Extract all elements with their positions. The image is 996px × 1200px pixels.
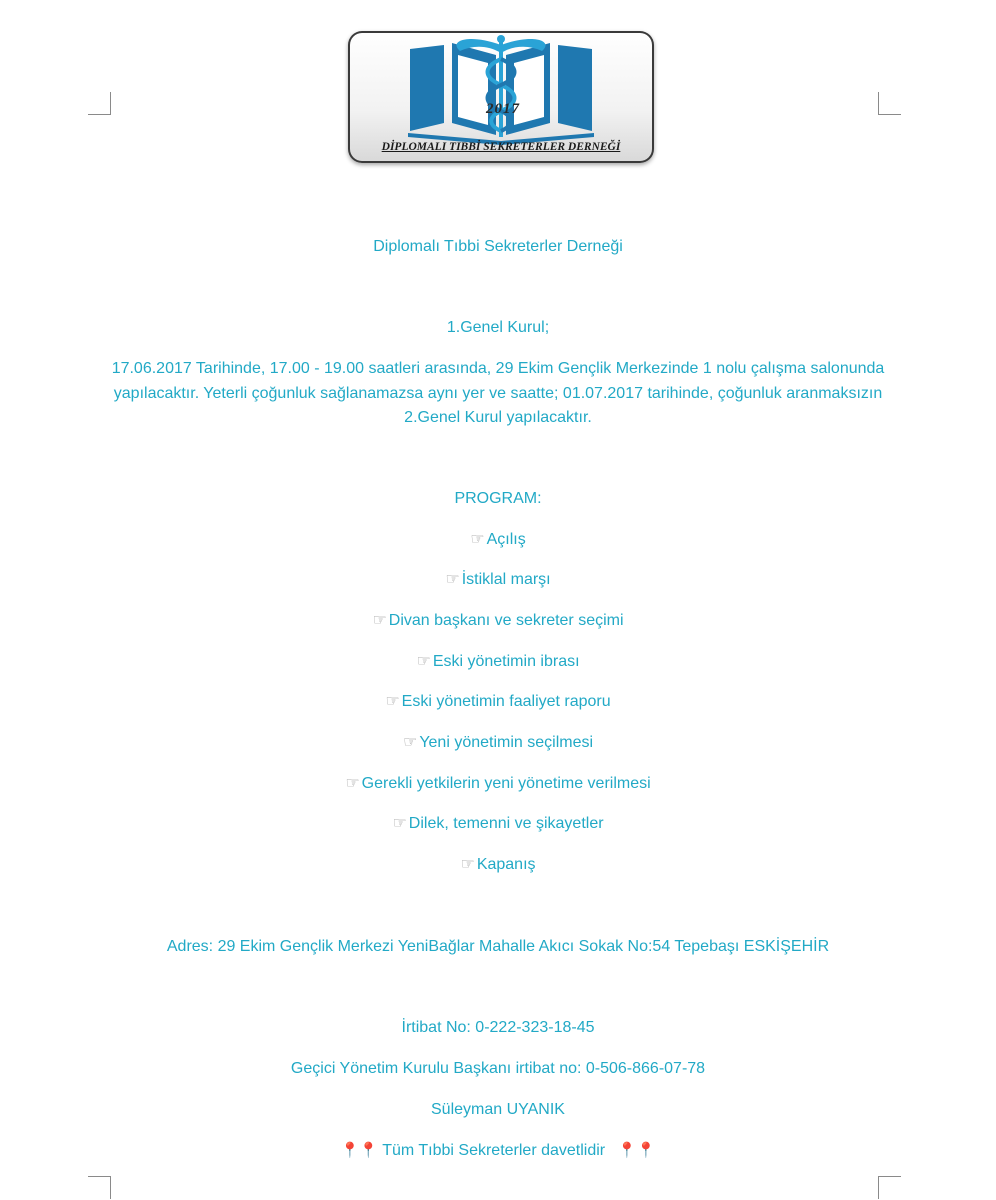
program-item-label: Gerekli yetkilerin yeni yönetime verilmesi — [361, 775, 651, 792]
program-heading: PROGRAM: — [454, 490, 542, 507]
program-item-label: Kapanış — [476, 856, 536, 873]
invitation-text: Tüm Tıbbi Sekreterler davetlidir — [382, 1142, 606, 1159]
pointing-hand-icon: ☞ — [416, 653, 431, 670]
program-item — [0, 812, 996, 836]
crop-mark-bottom-right — [878, 1176, 901, 1199]
crop-mark-top-left — [88, 92, 111, 115]
program-item-label: İstiklal marşı — [461, 571, 551, 588]
program-item — [0, 568, 996, 592]
meeting-title: 1.Genel Kurul; — [446, 319, 550, 336]
crop-mark-bottom-left — [88, 1176, 111, 1199]
meeting-announcement: 17.06.2017 Tarihinde, 17.00 - 19.00 saatleri arasında, 29 Ekim Gençlik Merkezinde 1 nolu çalışma salonunda yapılacaktır. Yeterli çoğunluk sağlanamazsa aynı yer ve saatte; 01.07.2017 tarihinde, çoğunluk aranmaksızın 2.Genel Kurul yapılacaktır. — [111, 360, 885, 426]
program-item — [0, 528, 996, 552]
address-line: Adres: 29 Ekim Gençlik Merkezi YeniBağlar Mahalle Akıcı Sokak No:54 Tepebaşı ESKİŞEHİR — [166, 938, 830, 955]
pointing-hand-icon: ☞ — [345, 775, 360, 792]
invitation-line — [0, 1139, 996, 1163]
program-item-label: Eski yönetimin faaliyet raporu — [401, 693, 611, 710]
association-logo — [348, 31, 654, 163]
pushpin-icon: 📍📍 — [340, 1142, 379, 1159]
program-item-label: Eski yönetimin ibrası — [432, 653, 580, 670]
pointing-hand-icon: ☞ — [470, 531, 485, 548]
president-name: Süleyman UYANIK — [431, 1101, 565, 1118]
pushpin-icon: 📍📍 — [609, 1142, 656, 1159]
program-item — [0, 772, 996, 796]
program-item-label: Açılış — [486, 531, 526, 548]
logo-year: 2017 — [486, 101, 520, 117]
program-item — [0, 690, 996, 714]
contact-phone: İrtibat No: 0-222-323-18-45 — [401, 1019, 595, 1036]
pointing-hand-icon: ☞ — [372, 612, 387, 629]
program-item — [0, 731, 996, 755]
logo-name: DİPLOMALI TIBBİ SEKRETERLER DERNEĞİ — [381, 141, 621, 153]
program-item — [0, 650, 996, 674]
crop-mark-top-right — [878, 92, 901, 115]
program-item-label: Divan başkanı ve sekreter seçimi — [388, 612, 624, 629]
program-item — [0, 853, 996, 877]
pointing-hand-icon: ☞ — [392, 815, 407, 832]
program-item — [0, 609, 996, 633]
pointing-hand-icon: ☞ — [385, 693, 400, 710]
pointing-hand-icon: ☞ — [445, 571, 460, 588]
program-item-label: Yeni yönetimin seçilmesi — [419, 734, 594, 751]
program-item-label: Dilek, temenni ve şikayetler — [408, 815, 604, 832]
pointing-hand-icon: ☞ — [402, 734, 418, 751]
org-name: Diplomalı Tıbbi Sekreterler Derneği — [373, 238, 623, 255]
president-contact: Geçici Yönetim Kurulu Başkanı irtibat no: 0-506-866-07-78 — [290, 1060, 706, 1077]
pointing-hand-icon: ☞ — [460, 856, 475, 873]
